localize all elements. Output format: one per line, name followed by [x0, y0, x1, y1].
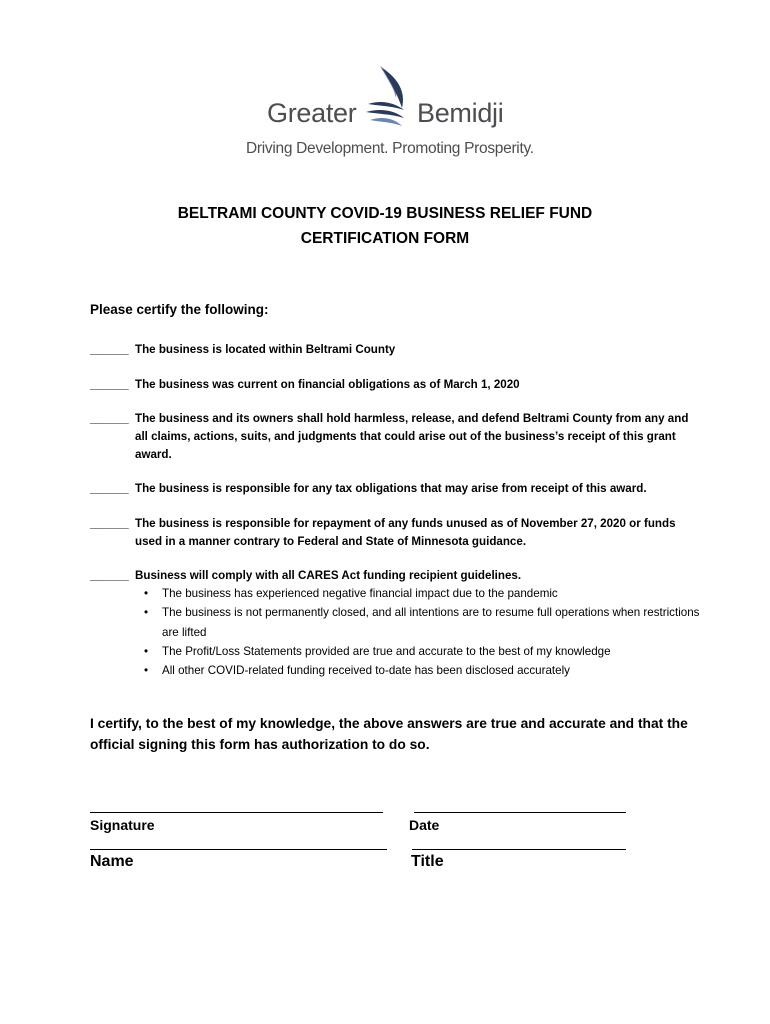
greater-bemidji-logo: [246, 64, 536, 164]
certification-item: [90, 376, 690, 394]
title-line[interactable]: [412, 849, 626, 850]
certification-item: [90, 341, 690, 359]
certification-item-text: The business is responsible for repayment of any funds unused as of November 27, 2020 or funds used in a manner contrary to Federal and State of Minnesota guidance.: [135, 517, 676, 548]
form-title-line-2: CERTIFICATION FORM: [300, 230, 470, 247]
certification-item: [90, 410, 690, 464]
title-label: Title: [411, 853, 444, 870]
initial-blank[interactable]: ______: [90, 482, 129, 495]
initial-blank[interactable]: ______: [90, 569, 129, 582]
guideline-bullet: • All other COVID-related funding received to-date has been disclosed accurately: [140, 661, 700, 680]
logo-tagline: Driving Development. Promoting Prosperity.: [246, 140, 534, 157]
certification-item: [90, 567, 690, 585]
initial-blank[interactable]: ______: [90, 378, 129, 391]
date-line[interactable]: [414, 812, 626, 813]
certification-statement: I certify, to the best of my knowledge, the above answers are true and accurate and that the official signing this form has authorization to do so.: [90, 716, 688, 752]
signature-label: Signature: [90, 817, 155, 833]
logo-swoosh-icon: [358, 64, 418, 136]
guideline-bullet: • The business is not permanently closed, and all intentions are to resume full operations when restrictions are lifted: [140, 603, 700, 642]
logo-word-bemidji: Bemidji: [417, 98, 504, 128]
certification-item-text: The business was current on financial obligations as of March 1, 2020: [135, 378, 520, 391]
date-label: Date: [409, 817, 440, 833]
name-label: Name: [90, 853, 134, 870]
name-line[interactable]: [90, 849, 387, 850]
certification-item: [90, 515, 690, 551]
guideline-bullet: • The business has experienced negative financial impact due to the pandemic: [140, 584, 700, 603]
certification-item-text: The business is responsible for any tax obligations that may arise from receipt of this award.: [135, 482, 647, 495]
certification-item-text: Business will comply with all CARES Act funding recipient guidelines.: [135, 569, 522, 582]
initial-blank[interactable]: ______: [90, 343, 129, 356]
form-title-line-1: BELTRAMI COUNTY COVID-19 BUSINESS RELIEF FUND: [177, 205, 593, 222]
initial-blank[interactable]: ______: [90, 517, 129, 530]
intro-text: Please certify the following:: [90, 302, 269, 317]
certification-item-text: The business and its owners shall hold harmless, release, and defend Beltrami County from any and all claims, actions, suits, and judgments that could arise out of the business’s receipt of this grant award.: [135, 412, 689, 461]
certification-item: [90, 480, 690, 498]
initial-blank[interactable]: ______: [90, 412, 129, 425]
certification-item-text: The business is located within Beltrami County: [135, 343, 396, 356]
guideline-bullet-list: [140, 584, 700, 680]
logo-word-greater: Greater: [267, 98, 357, 128]
signature-line[interactable]: [90, 812, 383, 813]
guideline-bullet: • The Profit/Loss Statements provided are true and accurate to the best of my knowledge: [140, 642, 700, 661]
